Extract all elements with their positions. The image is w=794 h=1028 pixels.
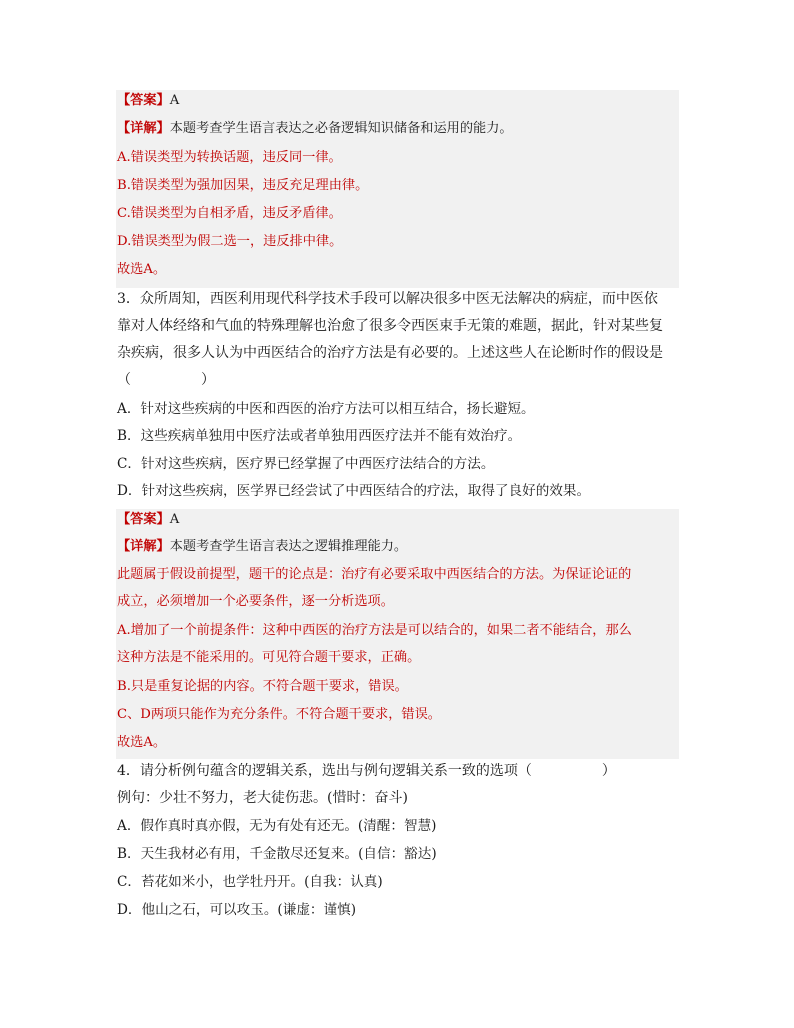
detail-tag: 【详解】 (117, 539, 170, 554)
question-3-option-c: C．针对这些疾病，医疗界已经掌握了中西医疗法结合的方法。 (117, 456, 495, 472)
analysis-line: D.错误类型为假二选一，违反排中律。 (117, 234, 343, 249)
detail-tag: 【详解】 (117, 121, 170, 136)
analysis-line: B.只是重复论据的内容。不符合题干要求，错误。 (117, 679, 408, 694)
analysis-line: 此题属于假设前提型，题干的论点是：治疗有必要采取中西医结合的方法。为保证论证的 (117, 567, 632, 582)
answer-value: A (169, 512, 180, 527)
question-4-option-b: B．天生我材必有用，千金散尽还复来。(自信：豁达) (117, 846, 437, 862)
question-4-option-d: D．他山之石，可以攻玉。(谦虚：谨慎) (117, 902, 357, 918)
question-3-blank: （ ） (117, 372, 215, 388)
detail-line (117, 119, 513, 139)
question-3-option-d: D．针对这些疾病，医学界已经尝试了中西医结合的疗法，取得了良好的效果。 (117, 483, 591, 499)
question-4-option-c: C．苔花如米小，也学牡丹开。(自我：认真) (117, 874, 383, 890)
analysis-line: C、D两项只能作为充分条件。不符合题干要求，错误。 (117, 707, 441, 722)
question-4-example: 例句：少壮不努力，老大徒伤悲。(惜时：奋斗) (117, 790, 408, 806)
question-3-line: 靠对人体经络和气血的特殊理解也治愈了很多令西医束手无策的难题，据此，针对某些复 (117, 318, 663, 334)
detail-text: 本题考查学生语言表达之必备逻辑知识储备和运用的能力。 (169, 121, 513, 136)
question-4-option-a: A．假作真时真亦假，无为有处有还无。(清醒：智慧) (117, 818, 437, 834)
analysis-line: B.错误类型为强加因果，违反充足理由律。 (117, 178, 369, 193)
analysis-line: 这种方法是不能采用的。可见符合题干要求，正确。 (117, 650, 421, 665)
conclusion-line: 故选A。 (117, 735, 167, 750)
answer-line (117, 91, 179, 111)
question-3-option-a: A．针对这些疾病的中医和西医的治疗方法可以相互结合，扬长避短。 (117, 401, 535, 417)
analysis-line: C.错误类型为自相矛盾，违反矛盾律。 (117, 206, 342, 221)
question-3-line: 3．众所周知，西医利用现代科学技术手段可以解决很多中医无法解决的病症，而中医依 (117, 291, 658, 307)
detail-line (117, 537, 407, 557)
question-3-option-b: B．这些疾病单独用中医疗法或者单独用西医疗法并不能有效治疗。 (117, 428, 522, 444)
answer-tag: 【答案】 (117, 512, 170, 527)
answer-line (117, 510, 179, 530)
question-3-line: 杂疾病，很多人认为中西医结合的治疗方法是有必要的。上述这些人在论断时作的假设是 (117, 345, 663, 361)
question-4-stem: 4．请分析例句蕴含的逻辑关系，选出与例句逻辑关系一致的选项（ ） (117, 763, 616, 779)
analysis-line: A.错误类型为转换话题，违反同一律。 (117, 150, 342, 165)
conclusion-line: 故选A。 (117, 262, 167, 277)
analysis-line: A.增加了一个前提条件：这种中西医的治疗方法是可以结合的，如果二者不能结合，那么 (117, 623, 632, 638)
analysis-line: 成立，必须增加一个必要条件，逐一分析选项。 (117, 594, 394, 609)
detail-text: 本题考查学生语言表达之逻辑推理能力。 (169, 539, 408, 554)
answer-tag: 【答案】 (117, 93, 170, 108)
answer-value: A (169, 93, 180, 108)
